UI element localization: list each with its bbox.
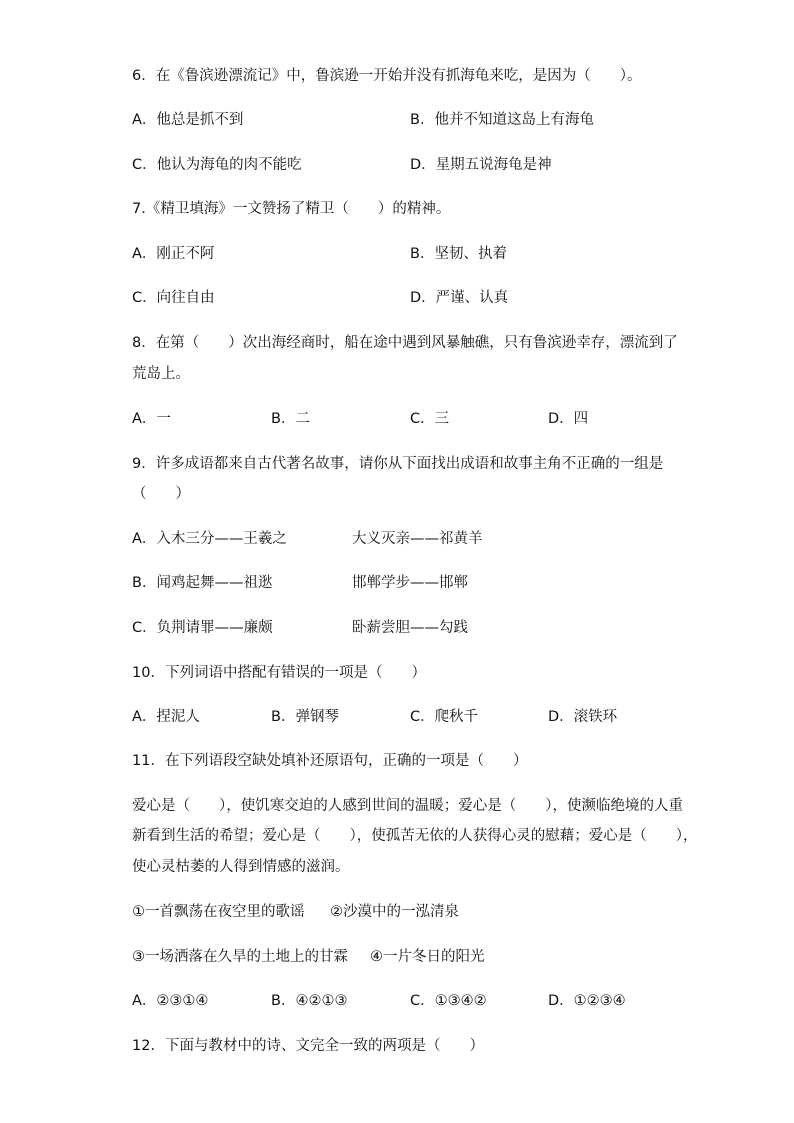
- question-9-stem-line-2: （ ）: [132, 486, 190, 502]
- question-10-stem: 10．下列词语中搭配有错误的一项是（ ）: [132, 665, 426, 681]
- question-12-stem: 12．下面与教材中的诗、文完全一致的两项是（ ）: [132, 1038, 484, 1054]
- question-8-stem-line-2: 荒岛上。: [132, 366, 190, 382]
- q7-option-a: A．刚正不阿: [132, 246, 215, 262]
- q8-option-a: A．一: [132, 411, 171, 427]
- q11-passage-line-1: 爱心是（ ），使饥寒交迫的人感到世间的温暖；爱心是（ ），使濒临绝境的人重: [132, 798, 683, 814]
- q7-option-c: C．向往自由: [132, 290, 215, 306]
- q11-passage-line-3: 使心灵枯萎的人得到情感的滋润。: [132, 859, 350, 875]
- question-6-stem: 6．在《鲁滨逊漂流记》中，鲁滨逊一开始并没有抓海龟来吃，是因为（ ）。: [132, 68, 642, 84]
- question-11-stem: 11．在下列语段空缺处填补还原语句，正确的一项是（ ）: [132, 753, 528, 769]
- q11-choice-4: ④一片冬日的阳光: [370, 949, 485, 965]
- q9-option-a-second: 大义灭亲——祁黄羊: [352, 531, 483, 547]
- q11-option-b: B．④②①③: [271, 993, 348, 1009]
- q8-option-d: D．四: [548, 411, 589, 427]
- q9-option-c-second: 卧薪尝胆——勾践: [352, 620, 468, 636]
- q9-option-b-second: 邯郸学步——邯郸: [352, 575, 468, 591]
- q11-option-c: C．①③④②: [410, 993, 487, 1009]
- q11-option-d: D．①②③④: [548, 993, 626, 1009]
- q7-option-b: B．坚韧、执着: [410, 246, 507, 262]
- q10-option-b: B．弹钢琴: [271, 709, 339, 725]
- q10-option-c: C．爬秋千: [410, 709, 479, 725]
- q6-option-b: B．他并不知道这岛上有海龟: [410, 112, 594, 128]
- q8-option-c: C．三: [410, 411, 450, 427]
- q9-option-b: B．闻鸡起舞——祖逖: [132, 575, 273, 591]
- q11-choice-3: ③一场洒落在久旱的土地上的甘霖: [132, 949, 348, 965]
- q8-option-b: B．二: [271, 411, 310, 427]
- q11-option-a: A．②③①④: [132, 993, 209, 1009]
- q11-choice-2: ②沙漠中的一泓清泉: [330, 904, 459, 920]
- q9-option-a: A．入木三分——王羲之: [132, 531, 287, 547]
- q10-option-d: D．滚铁环: [548, 709, 618, 725]
- q7-option-d: D．严谨、认真: [410, 290, 509, 306]
- q6-option-a: A．他总是抓不到: [132, 112, 244, 128]
- question-7-stem: 7.《精卫填海》一文赞扬了精卫（ ）的精神。: [132, 201, 451, 217]
- q11-passage-line-2: 新看到生活的希望；爱心是（ ），使孤苦无依的人获得心灵的慰藉；爱心是（ ），: [132, 828, 698, 844]
- q9-option-c: C．负荆请罪——廉颇: [132, 620, 273, 636]
- question-8-stem-line-1: 8．在第（ ）次出海经商时，船在途中遇到风暴触礁，只有鲁滨逊幸存，漂流到了: [132, 335, 678, 351]
- question-9-stem-line-1: 9．许多成语都来自古代著名故事，请你从下面找出成语和故事主角不正确的一组是: [132, 456, 664, 472]
- q6-option-d: D．星期五说海龟是神: [410, 157, 552, 173]
- q10-option-a: A．捏泥人: [132, 709, 200, 725]
- q6-option-c: C．他认为海龟的肉不能吃: [132, 157, 302, 173]
- q11-choice-1: ①一首飘荡在夜空里的歌谣: [132, 904, 305, 920]
